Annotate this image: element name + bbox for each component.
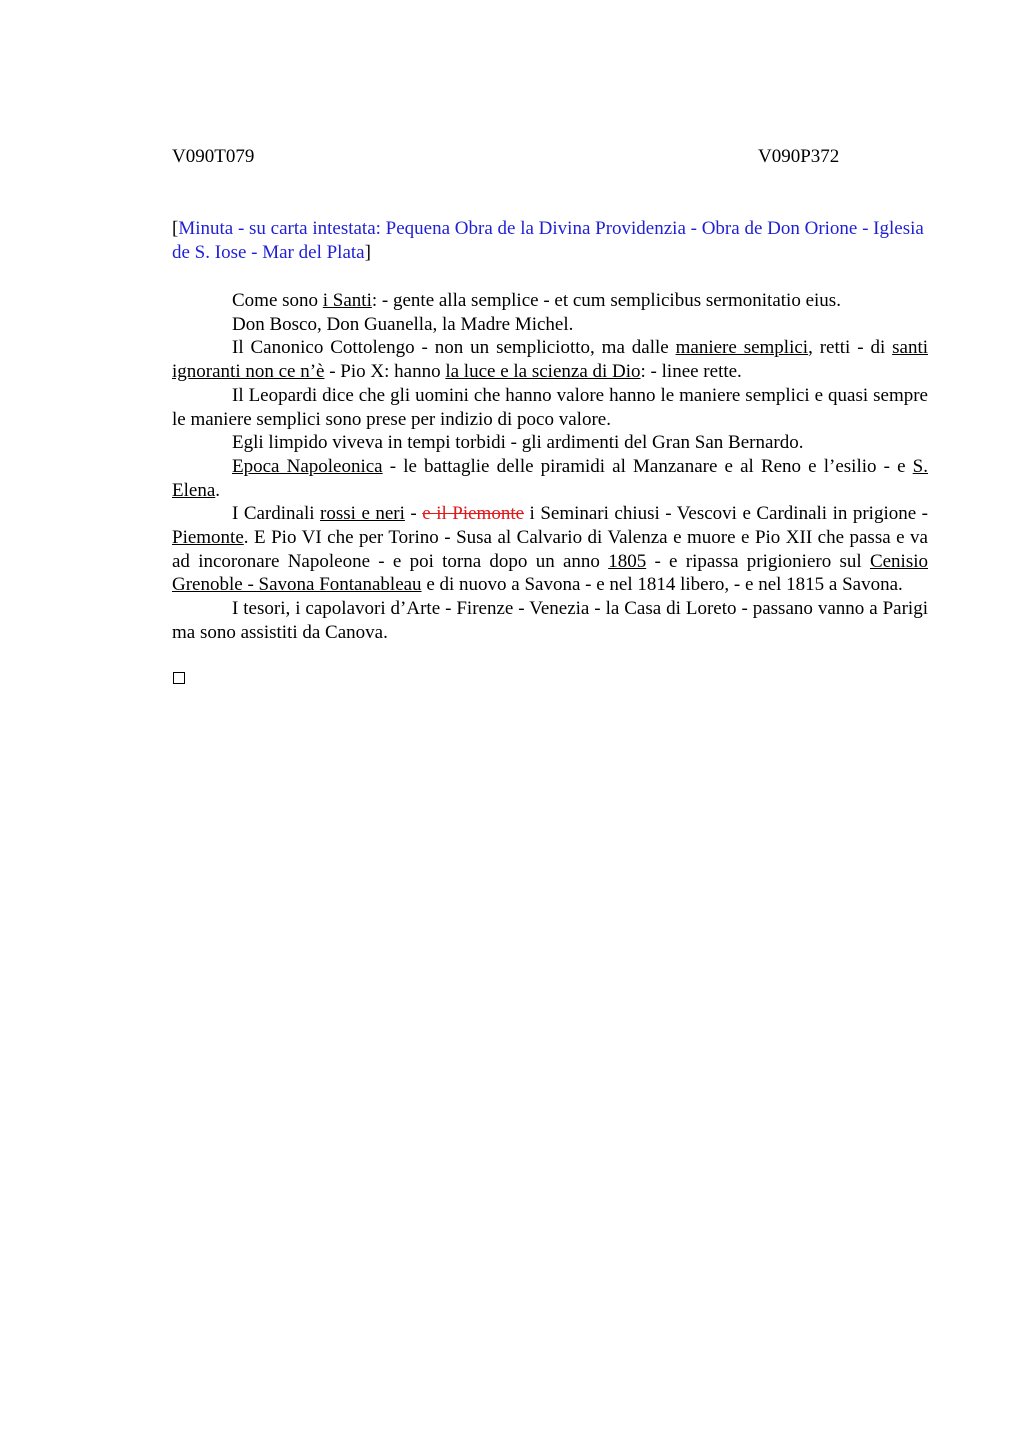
underlined-text: 1805 bbox=[608, 550, 647, 572]
text-run: : - gente alla semplice - et cum semplicibus sermonitatio eius. bbox=[371, 290, 841, 311]
text-run: - Pio X: hanno bbox=[324, 361, 446, 383]
underlined-text: Cenisio Grenoble - Savona Fontanableau bbox=[172, 550, 928, 596]
underlined-text: Epoca Napoleonica bbox=[232, 455, 383, 477]
note-open-bracket: [ bbox=[172, 218, 179, 239]
document-code-left: V090T079 bbox=[172, 146, 255, 167]
text-run: - le battaglie delle piramidi al Manzanare e al Reno e l’esilio - e bbox=[382, 455, 913, 477]
document-body bbox=[172, 289, 928, 645]
document-code-right: V090P372 bbox=[758, 146, 840, 167]
text-run: I Cardinali bbox=[232, 503, 321, 525]
underlined-text: santi ignoranti non ce n’è bbox=[172, 337, 929, 383]
text-run: Il Canonico Cottolengo - non un sempliciotto, ma dalle bbox=[232, 337, 676, 359]
text-run: Don Bosco, Don Guanella, la Madre Michel. bbox=[232, 313, 574, 335]
text-run: e di nuovo a Savona - e nel 1814 libero, - e nel 1815 a Savona. bbox=[421, 574, 903, 596]
text-run: , retti - di bbox=[808, 337, 893, 359]
note-text: Minuta - su carta intestata: Pequena Obra de la Divina Providenzia - Obra de Don Orione - Iglesia de S. Iose - Mar del Plata bbox=[172, 218, 924, 263]
text-run: - bbox=[404, 503, 423, 525]
text-run: - e ripassa prigioniero sul bbox=[646, 550, 870, 572]
text-run: I tesori, i capolavori d’Arte - Firenze - Venezia - la Casa di Loreto - passano vanno a Parigi ma sono assistiti da Canova. bbox=[172, 598, 928, 643]
struck-through-text: e il Piemonte bbox=[422, 503, 525, 525]
underlined-text: maniere semplici bbox=[675, 337, 809, 359]
underlined-text: la luce e la scienza di Dio bbox=[445, 361, 641, 383]
note-close-bracket: ] bbox=[364, 242, 371, 263]
paragraph-saints bbox=[172, 289, 928, 313]
paragraph-napoleonica bbox=[172, 455, 928, 502]
underlined-text: rossi e neri bbox=[320, 503, 405, 525]
paragraph-don-bosco bbox=[172, 313, 928, 337]
paragraph-limpido bbox=[172, 431, 928, 455]
text-run: Come sono bbox=[232, 290, 323, 311]
text-run: . E Pio VI che per Torino - Susa al Calvario di Valenza e muore e Pio XII che passa e va ad incoronare Napoleone - e poi torna dopo un anno bbox=[172, 527, 928, 572]
paragraph-cardinali bbox=[172, 502, 928, 597]
page-header bbox=[172, 146, 928, 170]
underlined-text: i Santi bbox=[322, 290, 372, 311]
editorial-note bbox=[172, 217, 928, 265]
paragraph-cottolengo bbox=[172, 336, 928, 383]
text-run: : - linee rette. bbox=[640, 361, 742, 383]
underlined-text: S. Elena bbox=[172, 455, 928, 501]
text-run: Egli limpido viveva in tempi torbidi - gli ardimenti del Gran San Bernardo. bbox=[232, 432, 804, 454]
text-run: . bbox=[215, 479, 221, 501]
text-run: i Seminari chiusi - Vescovi e Cardinali in prigione - bbox=[524, 503, 929, 525]
end-marker-square-icon bbox=[173, 672, 185, 684]
paragraph-tesori bbox=[172, 597, 928, 644]
paragraph-leopardi bbox=[172, 384, 928, 431]
underlined-text: Piemonte bbox=[172, 527, 244, 549]
text-run: Il Leopardi dice che gli uomini che hanno valore hanno le maniere semplici e quasi sempre le maniere semplici sono prese per indizio di poco valore. bbox=[172, 384, 928, 430]
